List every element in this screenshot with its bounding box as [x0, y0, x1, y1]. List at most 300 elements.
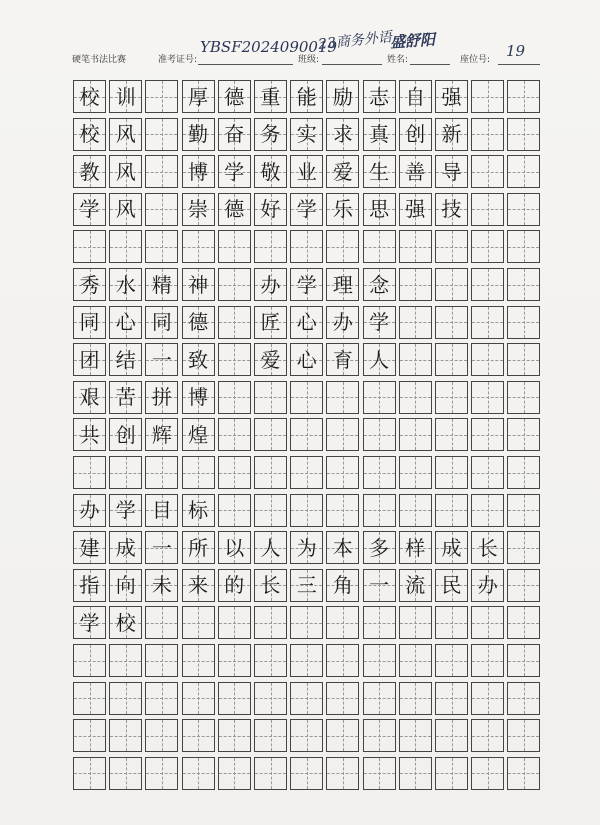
written-character: 育	[332, 347, 353, 372]
grid-cell	[145, 456, 178, 489]
grid-cell	[399, 193, 432, 226]
grid-cell	[254, 569, 287, 602]
seat-label: 座位号:	[460, 55, 491, 65]
written-character: 来	[188, 573, 209, 598]
grid-cell	[471, 306, 504, 339]
grid-cell	[145, 644, 178, 677]
written-character: 指	[79, 573, 100, 598]
written-character: 自	[405, 84, 426, 109]
grid-cell	[326, 682, 359, 715]
grid-cell	[73, 682, 106, 715]
grid-cell	[363, 118, 396, 151]
grid-cell	[73, 644, 106, 677]
grid-cell	[254, 719, 287, 752]
grid-cell	[507, 494, 540, 527]
grid-cell	[435, 719, 468, 752]
grid-cell	[218, 230, 251, 263]
grid-cell	[326, 644, 359, 677]
written-character: 所	[188, 535, 209, 560]
grid-cell	[109, 268, 142, 301]
grid-cell	[435, 343, 468, 376]
grid-cell	[182, 381, 215, 414]
grid-cell	[363, 456, 396, 489]
written-character: 样	[405, 535, 426, 560]
grid-cell	[254, 230, 287, 263]
written-character: 心	[115, 310, 136, 335]
grid-cell	[471, 644, 504, 677]
grid-cell	[254, 531, 287, 564]
written-character: 流	[405, 573, 426, 598]
grid-cell	[363, 531, 396, 564]
grid-cell	[399, 757, 432, 790]
grid-cell	[471, 230, 504, 263]
grid-cell	[182, 118, 215, 151]
written-character: 校	[115, 610, 136, 635]
written-character: 长	[260, 573, 281, 598]
grid-cell	[73, 531, 106, 564]
grid-cell	[145, 569, 178, 602]
grid-cell	[507, 644, 540, 677]
written-character: 求	[332, 122, 353, 147]
grid-cell	[182, 268, 215, 301]
grid-cell	[471, 456, 504, 489]
grid-cell	[182, 343, 215, 376]
grid-cell	[471, 268, 504, 301]
grid-cell	[471, 719, 504, 752]
grid-cell	[326, 418, 359, 451]
grid-cell	[326, 268, 359, 301]
written-character: 为	[296, 535, 317, 560]
grid-cell	[435, 644, 468, 677]
grid-cell	[182, 682, 215, 715]
grid-cell	[73, 719, 106, 752]
written-character: 学	[224, 159, 245, 184]
grid-cell	[254, 606, 287, 639]
grid-cell	[507, 193, 540, 226]
grid-cell	[435, 80, 468, 113]
written-character: 未	[151, 573, 172, 598]
grid-cell	[109, 606, 142, 639]
grid-cell	[218, 381, 251, 414]
written-character: 学	[296, 272, 317, 297]
grid-cell	[507, 343, 540, 376]
written-character: 校	[79, 122, 100, 147]
written-character: 好	[260, 197, 281, 222]
grid-cell	[435, 118, 468, 151]
grid-cell	[218, 193, 251, 226]
written-character: 多	[369, 535, 390, 560]
grid-cell	[73, 456, 106, 489]
grid-cell	[435, 155, 468, 188]
grid-cell	[73, 306, 106, 339]
grid-cell	[471, 80, 504, 113]
grid-cell	[290, 682, 323, 715]
grid-cell	[145, 381, 178, 414]
written-character: 标	[188, 498, 209, 523]
written-character: 一	[151, 347, 172, 372]
written-character: 共	[79, 422, 100, 447]
written-character: 重	[260, 84, 281, 109]
written-character: 强	[405, 197, 426, 222]
grid-cell	[399, 268, 432, 301]
written-character: 爱	[332, 159, 353, 184]
grid-cell	[290, 456, 323, 489]
written-character: 致	[188, 347, 209, 372]
written-character: 博	[188, 385, 209, 410]
grid-cell	[182, 606, 215, 639]
written-character: 人	[260, 535, 281, 560]
grid-cell	[182, 531, 215, 564]
written-character: 学	[369, 310, 390, 335]
written-character: 奋	[224, 122, 245, 147]
grid-cell	[326, 606, 359, 639]
grid-cell	[109, 381, 142, 414]
grid-cell	[145, 418, 178, 451]
grid-cell	[435, 606, 468, 639]
grid-cell	[73, 80, 106, 113]
written-character: 学	[79, 197, 100, 222]
grid-cell	[471, 494, 504, 527]
grid-cell	[326, 155, 359, 188]
grid-cell	[182, 644, 215, 677]
grid-cell	[507, 757, 540, 790]
grid-cell	[435, 569, 468, 602]
grid-cell	[326, 80, 359, 113]
written-character: 崇	[188, 197, 209, 222]
written-character: 乐	[332, 197, 353, 222]
grid-cell	[363, 343, 396, 376]
written-character: 敬	[260, 159, 281, 184]
written-character: 民	[441, 573, 462, 598]
grid-cell	[399, 456, 432, 489]
grid-cell	[145, 494, 178, 527]
grid-cell	[218, 268, 251, 301]
grid-cell	[507, 80, 540, 113]
written-character: 能	[296, 84, 317, 109]
grid-cell	[254, 306, 287, 339]
grid-cell	[435, 230, 468, 263]
grid-cell	[399, 155, 432, 188]
grid-cell	[290, 569, 323, 602]
grid-cell	[109, 682, 142, 715]
grid-cell	[471, 682, 504, 715]
grid-cell	[145, 757, 178, 790]
grid-cell	[73, 418, 106, 451]
grid-cell	[363, 644, 396, 677]
grid-cell	[290, 418, 323, 451]
grid-cell	[182, 569, 215, 602]
grid-cell	[109, 569, 142, 602]
written-character: 博	[188, 159, 209, 184]
written-character: 长	[477, 535, 498, 560]
grid-cell	[73, 343, 106, 376]
grid-cell	[326, 306, 359, 339]
written-character: 学	[79, 610, 100, 635]
grid-cell	[326, 118, 359, 151]
grid-cell	[182, 230, 215, 263]
grid-cell	[507, 719, 540, 752]
grid-cell	[109, 418, 142, 451]
written-character: 德	[224, 197, 245, 222]
grid-cell	[182, 456, 215, 489]
written-character: 建	[79, 535, 100, 560]
written-character: 匠	[260, 310, 281, 335]
grid-cell	[435, 306, 468, 339]
grid-cell	[73, 757, 106, 790]
written-character: 心	[296, 347, 317, 372]
written-character: 成	[441, 535, 462, 560]
grid-cell	[182, 80, 215, 113]
written-character: 新	[441, 122, 462, 147]
grid-cell	[363, 757, 396, 790]
grid-cell	[326, 193, 359, 226]
written-character: 办	[332, 310, 353, 335]
grid-cell	[254, 343, 287, 376]
written-character: 念	[369, 272, 390, 297]
grid-cell	[471, 155, 504, 188]
written-character: 风	[115, 122, 136, 147]
grid-cell	[109, 306, 142, 339]
written-character: 校	[79, 84, 100, 109]
grid-cell	[363, 155, 396, 188]
grid-cell	[399, 118, 432, 151]
written-character: 志	[369, 84, 390, 109]
grid-cell	[218, 569, 251, 602]
written-character: 办	[477, 573, 498, 598]
grid-cell	[109, 719, 142, 752]
grid-cell	[73, 381, 106, 414]
written-character: 生	[369, 159, 390, 184]
grid-cell	[290, 306, 323, 339]
written-character: 教	[79, 159, 100, 184]
written-character: 目	[151, 498, 172, 523]
grid-cell	[290, 531, 323, 564]
grid-cell	[290, 494, 323, 527]
grid-cell	[507, 531, 540, 564]
grid-cell	[254, 193, 287, 226]
grid-cell	[218, 418, 251, 451]
grid-cell	[363, 193, 396, 226]
grid-cell	[290, 155, 323, 188]
grid-cell	[290, 757, 323, 790]
grid-cell	[145, 343, 178, 376]
grid-cell	[290, 193, 323, 226]
grid-cell	[363, 381, 396, 414]
grid-cell	[399, 644, 432, 677]
written-character: 同	[151, 310, 172, 335]
grid-cell	[109, 155, 142, 188]
grid-cell	[399, 418, 432, 451]
grid-cell	[145, 268, 178, 301]
grid-cell	[218, 494, 251, 527]
written-character: 风	[115, 159, 136, 184]
written-character: 向	[115, 573, 136, 598]
grid-cell	[507, 682, 540, 715]
written-character: 勤	[188, 122, 209, 147]
grid-cell	[507, 606, 540, 639]
grid-cell	[363, 230, 396, 263]
grid-cell	[218, 757, 251, 790]
grid-cell	[290, 343, 323, 376]
grid-cell	[363, 268, 396, 301]
grid-cell	[507, 306, 540, 339]
grid-cell	[399, 343, 432, 376]
grid-cell	[254, 268, 287, 301]
grid-cell	[73, 155, 106, 188]
grid-cell	[435, 757, 468, 790]
grid-cell	[290, 381, 323, 414]
grid-cell	[471, 531, 504, 564]
written-character: 思	[369, 197, 390, 222]
written-character: 三	[296, 573, 317, 598]
grid-cell	[145, 118, 178, 151]
written-character: 苦	[115, 385, 136, 410]
grid-cell	[326, 757, 359, 790]
written-character: 德	[188, 310, 209, 335]
form-title: 硬笔书法比赛	[72, 55, 127, 65]
grid-cell	[363, 606, 396, 639]
grid-cell	[218, 531, 251, 564]
grid-cell	[471, 118, 504, 151]
grid-cell	[399, 230, 432, 263]
grid-cell	[254, 381, 287, 414]
grid-cell	[254, 80, 287, 113]
grid-cell	[471, 343, 504, 376]
written-character: 德	[224, 84, 245, 109]
written-character: 理	[332, 272, 353, 297]
written-character: 神	[188, 272, 209, 297]
grid-cell	[435, 193, 468, 226]
written-character: 善	[405, 159, 426, 184]
seat-value: 19	[506, 42, 526, 60]
grid-cell	[326, 569, 359, 602]
grid-cell	[363, 494, 396, 527]
grid-cell	[399, 569, 432, 602]
grid-cell	[145, 306, 178, 339]
written-character: 办	[79, 498, 100, 523]
grid-cell	[399, 306, 432, 339]
written-character: 励	[332, 84, 353, 109]
grid-cell	[145, 155, 178, 188]
written-character: 学	[115, 498, 136, 523]
grid-cell	[145, 606, 178, 639]
written-character: 水	[115, 272, 136, 297]
grid-cell	[363, 682, 396, 715]
grid-cell	[73, 193, 106, 226]
grid-cell	[145, 719, 178, 752]
written-character: 团	[79, 347, 100, 372]
written-character: 务	[260, 122, 281, 147]
written-character: 一	[369, 573, 390, 598]
grid-cell	[363, 306, 396, 339]
grid-cell	[218, 343, 251, 376]
grid-cell	[326, 381, 359, 414]
grid-cell	[399, 531, 432, 564]
class-underline	[322, 64, 382, 65]
grid-cell	[254, 118, 287, 151]
grid-cell	[435, 381, 468, 414]
written-character: 导	[441, 159, 462, 184]
grid-cell	[363, 80, 396, 113]
grid-cell	[471, 606, 504, 639]
grid-cell	[435, 494, 468, 527]
grid-cell	[471, 418, 504, 451]
exam-number-label: 准考证号:	[158, 55, 198, 65]
grid-cell	[109, 531, 142, 564]
written-character: 结	[115, 347, 136, 372]
grid-cell	[326, 494, 359, 527]
grid-cell	[507, 268, 540, 301]
written-character: 业	[296, 159, 317, 184]
grid-cell	[507, 230, 540, 263]
grid-cell	[145, 80, 178, 113]
grid-cell	[182, 155, 215, 188]
grid-cell	[254, 456, 287, 489]
grid-cell	[290, 118, 323, 151]
written-character: 艰	[79, 385, 100, 410]
grid-cell	[290, 80, 323, 113]
grid-cell	[218, 80, 251, 113]
grid-cell	[145, 682, 178, 715]
grid-cell	[218, 644, 251, 677]
written-character: 风	[115, 197, 136, 222]
written-character: 强	[441, 84, 462, 109]
grid-cell	[290, 719, 323, 752]
written-character: 厚	[188, 84, 209, 109]
grid-cell	[73, 118, 106, 151]
grid-cell	[471, 569, 504, 602]
written-character: 办	[260, 272, 281, 297]
grid-cell	[363, 569, 396, 602]
class-value: 23商务外语	[317, 29, 393, 53]
written-character: 真	[369, 122, 390, 147]
grid-cell	[109, 118, 142, 151]
grid-cell	[109, 193, 142, 226]
written-character: 的	[224, 573, 245, 598]
grid-cell	[326, 719, 359, 752]
written-character: 实	[296, 122, 317, 147]
written-character: 秀	[79, 272, 100, 297]
written-character: 训	[115, 84, 136, 109]
grid-cell	[109, 757, 142, 790]
written-character: 本	[332, 535, 353, 560]
written-character: 拼	[151, 385, 172, 410]
grid-cell	[73, 494, 106, 527]
grid-cell	[363, 418, 396, 451]
grid-cell	[182, 306, 215, 339]
grid-cell	[471, 381, 504, 414]
written-character: 精	[151, 272, 172, 297]
grid-cell	[435, 268, 468, 301]
grid-cell	[109, 456, 142, 489]
grid-cell	[363, 719, 396, 752]
exam-number-value: YBSF2024090019	[200, 38, 338, 56]
grid-cell	[182, 193, 215, 226]
grid-cell	[182, 757, 215, 790]
written-character: 煌	[188, 422, 209, 447]
grid-cell	[254, 418, 287, 451]
written-character: 一	[151, 535, 172, 560]
grid-cell	[254, 757, 287, 790]
written-character: 以	[224, 535, 245, 560]
written-character: 创	[115, 422, 136, 447]
grid-cell	[109, 343, 142, 376]
grid-cell	[326, 531, 359, 564]
exam-number-underline	[198, 64, 293, 65]
grid-cell	[182, 719, 215, 752]
grid-cell	[145, 531, 178, 564]
grid-cell	[507, 569, 540, 602]
